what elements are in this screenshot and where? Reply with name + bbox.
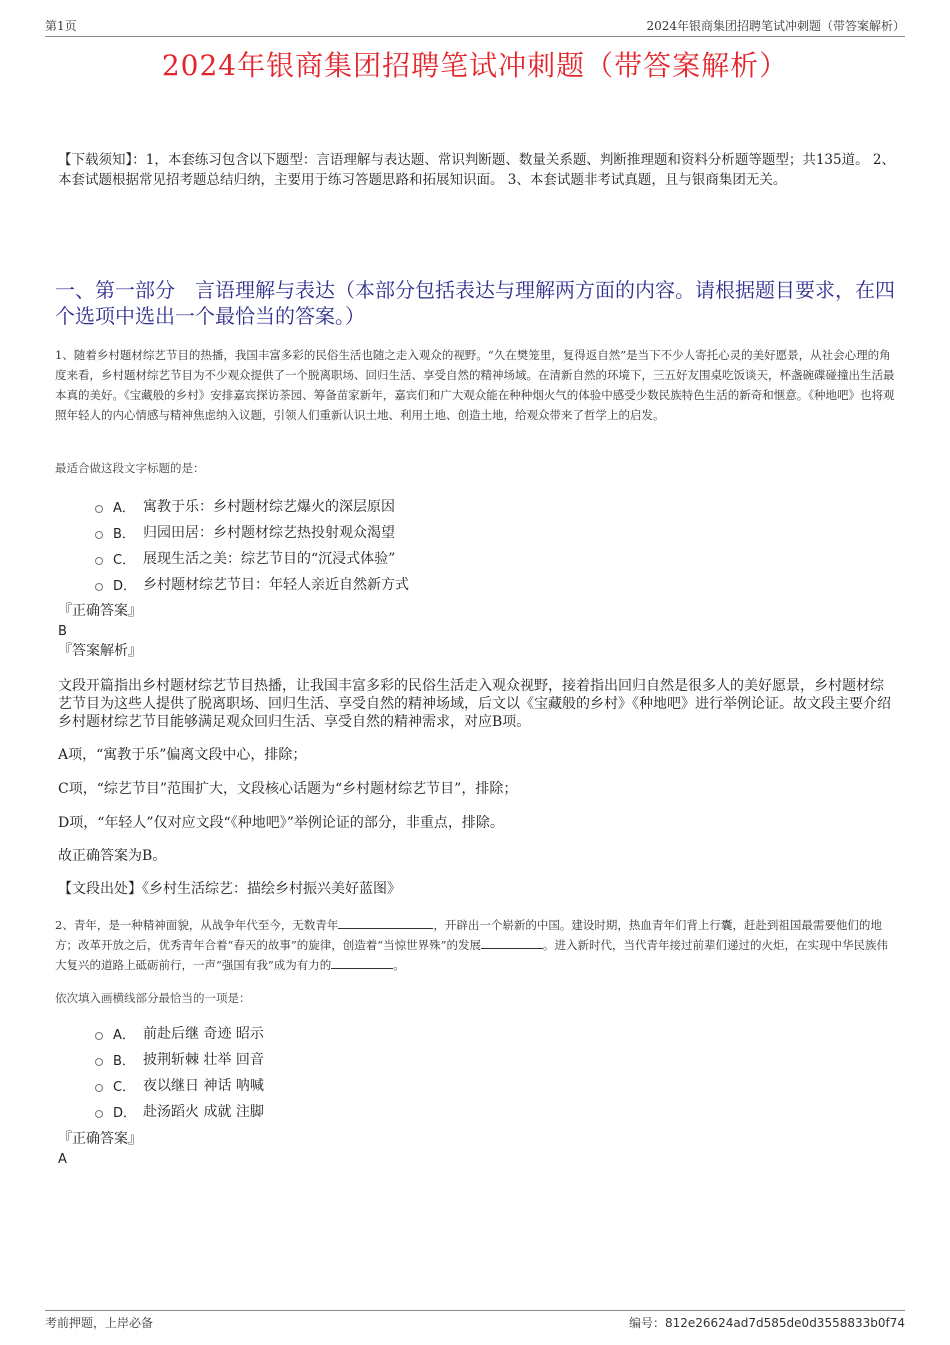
option-d[interactable]: D． 赴汤蹈火 成就 注脚 [95,1098,264,1124]
option-a[interactable]: A． 前赴后继 奇迹 昭示 [95,1020,264,1046]
source-citation: 【文段出处】《乡村生活综艺：描绘乡村振兴美好蓝图》 [58,881,401,897]
analysis-label: 『答案解析』 [58,643,142,659]
page-footer [45,1310,905,1331]
option-c[interactable]: C． 展现生活之美：综艺节目的“沉浸式体验” [95,545,409,571]
footer-slogan: 考前押题，上岸必备 [45,1316,154,1330]
download-notice: 【下载须知】：1，本套练习包含以下题型：言语理解与表达题、常识判断题、数量关系题、判断推理题和资料分析题等题型；共135道。 2、本套试题根据常见招考题总结归纳，主要用于练习答题思路和拓展知识面。 3、本套试题非考试真题，且与银商集团无关。 [58,152,895,188]
question-2-options [95,1020,264,1124]
analysis-conclusion: 故正确答案为B。 [58,848,167,864]
radio-icon[interactable] [95,531,103,539]
correct-answer: B [58,624,67,639]
radio-icon[interactable] [95,1032,103,1040]
section-title: 一、第一部分 言语理解与表达（本部分包括表达与理解两方面的内容。请根据题目要求，在四个选项中选出一个最恰当的答案。） [55,278,895,328]
document-code: 编号：812e26624ad7d585de0d3558833b0f74 [628,1316,905,1330]
radio-icon[interactable] [95,583,103,591]
question-1-stem: 1、随着乡村题材综艺节目的热播，我国丰富多彩的民俗生活也随之走入观众的视野。“久在樊笼里，复得返自然”是当下不少人寄托心灵的美好愿景，从社会心理的角度来看，乡村题材综艺节目为不少观众提供了一个脱离职场、回归生活、享受自然的精神场域。在清新自然的环境下，三五好友围桌吃饭谈天，杯盏碗碟碰撞出生活最本真的美好。《宝藏般的乡村》安排嘉宾探访茶园、筹备苗家新年，嘉宾们和广大观众能在种种烟火气的体验中感受少数民族特色生活的新奇和惬意。《种地吧》也将观照年轻人的内心情感与精神焦虑纳入议题，引领人们重新认识土地、利用土地、创造土地，给观众带来了哲学上的启发。 [55,348,895,422]
question-2-prompt: 依次填入画横线部分最恰当的一项是： [55,991,251,1005]
option-c[interactable]: C． 夜以继日 神话 呐喊 [95,1072,264,1098]
fill-blank[interactable] [331,956,393,969]
answer-label: 『正确答案』 [58,1131,142,1147]
fill-blank[interactable] [338,916,433,929]
fill-blank[interactable] [481,936,543,949]
correct-answer: A [58,1152,67,1167]
answer-label: 『正确答案』 [58,603,142,619]
question-1-options [95,493,409,597]
page-header [45,14,905,37]
analysis-option-d: D项，“年轻人”仅对应文段“《种地吧》”举例论证的部分，非重点，排除。 [58,815,504,831]
radio-icon[interactable] [95,1084,103,1092]
option-d[interactable]: D． 乡村题材综艺节目：年轻人亲近自然新方式 [95,571,409,597]
analysis-paragraph: 文段开篇指出乡村题材综艺节目热播，让我国丰富多彩的民俗生活走入观众视野，接着指出回归自然是很多人的美好愿景，乡村题材综艺节目为这些人提供了脱离职场、回归生活、享受自然的精神场域，后文以《宝藏般的乡村》《种地吧》进行举例论证。故文段主要介绍乡村题材综艺节目能够满足观众回归生活、享受自然的精神需求，对应B项。 [58,678,891,730]
question-2-stem: 2、青年，是一种精神面貌，从战争年代至今，无数青年 ，开辟出一个崭新的中国。建设时期，热血青年们背上行囊，赶赴到祖国最需要他们的地方；改革开放之后，优秀青年合着“春天的故事”的旋律，创造着“当惊世界殊”的发展 。进入新时代，当代青年接过前辈们递过的火炬，在实现中华民族伟大复兴的道路上砥砺前行，一声“强国有我”成为有力的 。 [55,918,889,972]
header-doc-title: 2024年银商集团招聘笔试冲刺题（带答案解析） [646,19,905,33]
radio-icon[interactable] [95,1110,103,1118]
option-b[interactable]: B． 归园田居：乡村题材综艺热投射观众渴望 [95,519,409,545]
document-title: 2024年银商集团招聘笔试冲刺题（带答案解析） [161,49,789,82]
option-a[interactable]: A． 寓教于乐：乡村题材综艺爆火的深层原因 [95,493,409,519]
radio-icon[interactable] [95,505,103,513]
page-number: 第1页 [45,19,77,33]
analysis-option-c: C项，“综艺节目”范围扩大，文段核心话题为“乡村题材综艺节目”，排除； [58,781,518,797]
analysis-option-a: A项，“寓教于乐”偏离文段中心，排除； [58,747,307,763]
option-b[interactable]: B． 披荆斩棘 壮举 回音 [95,1046,264,1072]
question-1-prompt: 最适合做这段文字标题的是： [55,461,205,475]
radio-icon[interactable] [95,557,103,565]
radio-icon[interactable] [95,1058,103,1066]
